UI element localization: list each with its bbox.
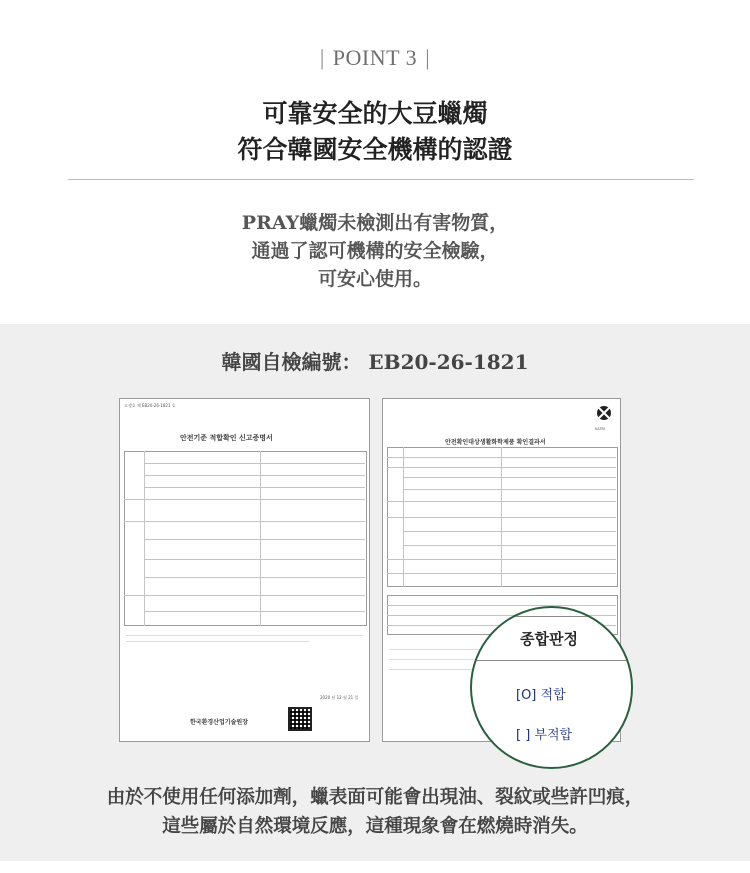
left-doc-text-line bbox=[126, 635, 363, 636]
magnified-table-line bbox=[472, 616, 631, 617]
divider-bar-right: | bbox=[425, 45, 431, 70]
footer-note-line-2: 這些屬於自然環境反應，這種現象會在燃燒時消失。 bbox=[162, 816, 588, 837]
left-doc-row-line bbox=[124, 499, 365, 500]
right-doc-row-line bbox=[387, 559, 616, 560]
magnified-verdict-heading: 종합판정 bbox=[520, 630, 578, 648]
left-doc-cert-id: 고생호 제 EB20-26-1821 호 bbox=[124, 403, 176, 408]
description-line-2: 通過了認可機構的安全檢驗， bbox=[251, 240, 499, 262]
right-doc-row-line bbox=[403, 489, 616, 490]
point-text: POINT 3 bbox=[332, 45, 418, 70]
left-doc-row-line bbox=[144, 539, 365, 540]
certificate-number: 韓國自檢編號： EB20-26-1821 bbox=[221, 350, 529, 374]
horizontal-divider bbox=[68, 179, 694, 180]
left-doc-row-line bbox=[144, 611, 365, 612]
right-doc-row-line bbox=[387, 605, 616, 606]
left-doc-row-line bbox=[144, 577, 365, 578]
left-doc-row-line bbox=[144, 475, 365, 476]
certificate-document-left bbox=[119, 398, 370, 742]
qr-code-icon bbox=[288, 707, 312, 731]
right-doc-row-line bbox=[403, 477, 616, 478]
description-line-3: 可安心使用。 bbox=[317, 268, 432, 290]
katri-logo-text: KATRI bbox=[595, 427, 605, 431]
left-doc-title: 안전기준 적합확인 신고증명서 bbox=[180, 434, 273, 442]
katri-logo-icon bbox=[593, 404, 615, 426]
description bbox=[0, 209, 750, 293]
left-doc-row-line bbox=[124, 521, 365, 522]
certificate-section-background bbox=[0, 324, 750, 861]
title-line-1: 可靠安全的大豆蠟燭 bbox=[262, 99, 488, 128]
verdict-option-pass: [O] 적합 bbox=[516, 688, 566, 703]
left-doc-row-line bbox=[144, 559, 365, 560]
left-doc-date: 2020 년 12 월 21 일 bbox=[320, 695, 359, 700]
description-line-1: PRAY蠟燭未檢測出有害物質， bbox=[241, 212, 509, 234]
footer-note bbox=[0, 783, 750, 841]
right-doc-row-line bbox=[387, 501, 616, 502]
right-doc-row-line bbox=[387, 457, 616, 458]
right-doc-row-line bbox=[387, 467, 616, 468]
left-doc-row-line bbox=[124, 595, 365, 596]
right-doc-title: 안전확인대상생활화학제품 확인결과서 bbox=[445, 439, 546, 446]
verdict-option-fail: [ ] 부적합 bbox=[516, 728, 573, 743]
divider-bar-left: | bbox=[319, 45, 325, 70]
left-doc-row-line bbox=[144, 487, 365, 488]
right-doc-row-line bbox=[403, 531, 616, 532]
magnified-verdict-circle bbox=[470, 606, 633, 769]
point-label bbox=[0, 45, 750, 71]
footer-note-line-1: 由於不使用任何添加劑，蠟表面可能會出現油、裂紋或些許凹痕， bbox=[106, 787, 644, 808]
section-title bbox=[0, 96, 750, 168]
right-doc-row-line bbox=[387, 517, 616, 518]
right-doc-row-line bbox=[387, 573, 616, 574]
left-doc-row-line bbox=[144, 463, 365, 464]
right-doc-row-line bbox=[403, 545, 616, 546]
title-line-2: 符合韓國安全機構的認證 bbox=[237, 135, 513, 164]
left-doc-text-line bbox=[126, 641, 309, 642]
magnified-table-line bbox=[472, 660, 631, 661]
left-doc-footer-org: 한국환경산업기술원장 bbox=[190, 719, 248, 726]
